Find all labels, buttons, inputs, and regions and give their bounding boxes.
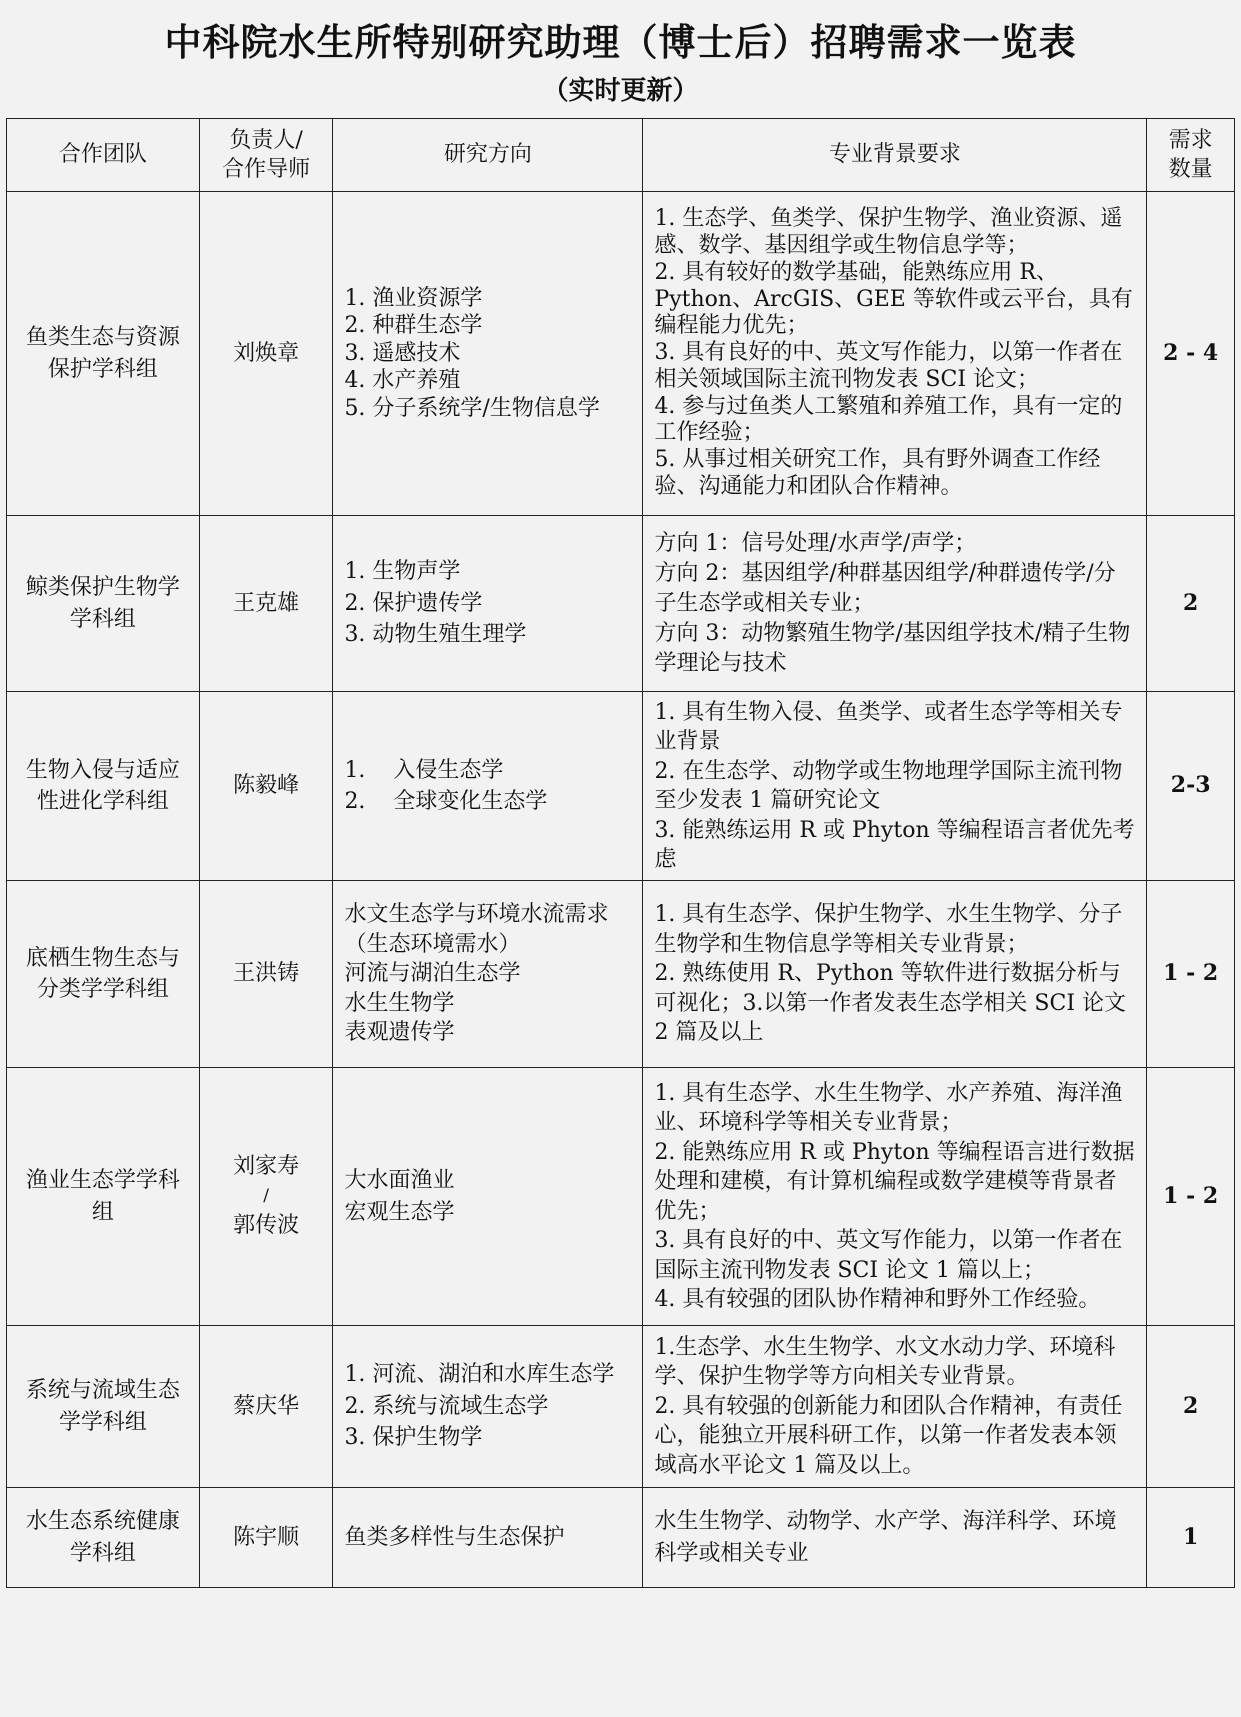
count-cell: 2 [1147, 516, 1235, 692]
direction-item: 1. 河流、湖泊和水库生态学 [344, 1362, 615, 1388]
count-cell: 1 [1147, 1488, 1235, 1588]
direction-cell [333, 1488, 643, 1588]
requirements-cell [643, 692, 1147, 881]
requirement-item: 1. 具有生态学、水生生物学、水产养殖、海洋渔业、环境科学等相关专业背景； [654, 1080, 1123, 1135]
direction-item: 5. 分子系统学/生物信息学 [344, 395, 600, 421]
team-cell: 渔业生态学学科组 [7, 1068, 200, 1326]
direction-item: 表观遗传学 [344, 1020, 455, 1046]
requirement-item: 3. 能熟练运用 R 或 Phyton 等编程语言者优先考虑 [654, 817, 1135, 872]
direction-item: 水文生态学与环境水流需求（生态环境需水） [344, 902, 609, 957]
lead-cell: 刘焕章 [199, 192, 333, 516]
requirement-item: 2. 具有较强的创新能力和团队合作精神，有责任心，能独立开展科研工作，以第一作者发表本领域高水平论文 1 篇及以上。 [654, 1393, 1123, 1478]
table-row [7, 1326, 1235, 1488]
team-cell: 鱼类生态与资源保护学科组 [7, 192, 200, 516]
lead-cell: 王克雄 [199, 516, 333, 692]
page-subtitle: （实时更新） [542, 76, 699, 106]
table-header-row [7, 119, 1235, 192]
direction-item: 河流与湖泊生态学 [344, 961, 521, 987]
requirement-item: 1. 生态学、鱼类学、保护生物学、渔业资源、遥感、数学、基因组学或生物信息学等； [654, 206, 1123, 258]
direction-item: 水生生物学 [344, 990, 455, 1016]
page-title: 中科院水生所特别研究助理（博士后）招聘需求一览表 [164, 20, 1077, 64]
lead-cell: 陈毅峰 [199, 692, 333, 881]
requirement-item: 1. 具有生物入侵、鱼类学、或者生态学等相关专业背景 [654, 699, 1123, 754]
requirement-item: 4. 具有较强的团队协作精神和野外工作经验。 [654, 1287, 1101, 1312]
requirement-item: 3. 具有良好的中、英文写作能力，以第一作者在国际主流刊物发表 SCI 论文 1 篇以上； [654, 1228, 1123, 1283]
direction-cell [333, 516, 643, 692]
requirement-item: 2. 熟练使用 R、Python 等软件进行数据分析与可视化；3.以第一作者发表生态学相关 SCI 论文 2 篇及以上 [654, 961, 1127, 1046]
direction-item: 1. 渔业资源学 [344, 285, 483, 311]
header-requirements: 专业背景要求 [643, 119, 1147, 192]
lead-separator: / [263, 1185, 269, 1206]
header-count: 需求数量 [1147, 119, 1235, 192]
table-row [7, 1068, 1235, 1326]
table-row [7, 192, 1235, 516]
header-lead: 负责人/合作导师 [199, 119, 333, 192]
direction-item: 鱼类多样性与生态保护 [344, 1524, 565, 1550]
direction-item: 1. 生物声学 [344, 559, 461, 585]
team-cell: 底栖生物生态与分类学学科组 [7, 881, 200, 1068]
requirements-cell [643, 192, 1147, 516]
requirement-item: 水生生物学、动物学、水产学、海洋科学、环境科学或相关专业 [654, 1509, 1117, 1566]
header-direction: 研究方向 [333, 119, 643, 192]
requirement-item: 5. 从事过相关研究工作，具有野外调查工作经验、沟通能力和团队合作精神。 [654, 447, 1101, 500]
count-cell: 2 - 4 [1147, 192, 1235, 516]
direction-cell [333, 1068, 643, 1326]
header-team: 合作团队 [7, 119, 200, 192]
requirements-cell [643, 881, 1147, 1068]
requirement-item: 方向 2：基因组学/种群基因组学/种群遗传学/分子生态学或相关专业； [654, 560, 1116, 616]
direction-item: 2. 保护遗传学 [344, 590, 483, 616]
count-cell: 2 [1147, 1326, 1235, 1488]
requirements-cell [643, 1068, 1147, 1326]
lead-name: 刘家寿 [233, 1154, 300, 1180]
direction-item: 4. 水产养殖 [344, 368, 461, 394]
direction-cell [333, 1326, 643, 1488]
requirements-cell [643, 516, 1147, 692]
requirement-item: 方向 3：动物繁殖生物学/基因组学技术/精子生物学理论与技术 [654, 620, 1131, 676]
lead-cell: 陈宇顺 [199, 1488, 333, 1588]
table-row [7, 692, 1235, 881]
direction-item: 2. 系统与流域生态学 [344, 1393, 549, 1419]
table-row [7, 516, 1235, 692]
team-cell: 系统与流域生态学学科组 [7, 1326, 200, 1488]
direction-item: 3. 遥感技术 [344, 340, 461, 366]
direction-item: 2. 全球变化生态学 [344, 789, 548, 814]
requirement-item: 方向 1：信号处理/水声学/声学； [654, 530, 977, 556]
table-row [7, 1488, 1235, 1588]
requirement-item: 2. 在生态学、动物学或生物地理学国际主流刊物至少发表 1 篇研究论文 [654, 758, 1123, 813]
direction-item: 宏观生态学 [344, 1199, 455, 1225]
lead-cell [199, 1068, 333, 1326]
requirements-cell [643, 1488, 1147, 1588]
lead-cell: 王洪铸 [199, 881, 333, 1068]
count-cell: 1 - 2 [1147, 1068, 1235, 1326]
requirements-cell [643, 1326, 1147, 1488]
requirement-item: 2. 具有较好的数学基础，能熟练应用 R、Python、ArcGIS、GEE 等软件或云平台，具有编程能力优先； [654, 259, 1133, 339]
direction-item: 3. 动物生殖生理学 [344, 622, 527, 648]
direction-cell [333, 692, 643, 881]
direction-item: 1. 入侵生态学 [344, 757, 504, 783]
table-row [7, 881, 1235, 1068]
team-cell: 水生态系统健康学科组 [7, 1488, 200, 1588]
team-cell: 鲸类保护生物学学科组 [7, 516, 200, 692]
direction-cell [333, 881, 643, 1068]
direction-item: 3. 保护生物学 [344, 1425, 483, 1451]
requirement-item: 4. 参与过鱼类人工繁殖和养殖工作，具有一定的工作经验； [654, 393, 1123, 446]
recruitment-table [6, 118, 1235, 1588]
count-cell: 2-3 [1147, 692, 1235, 881]
requirement-item: 1.生态学、水生生物学、水文水动力学、环境科学、保护生物学等方向相关专业背景。 [654, 1334, 1116, 1390]
lead-name: 郭传波 [233, 1213, 300, 1239]
lead-cell: 蔡庆华 [199, 1326, 333, 1488]
direction-item: 大水面渔业 [344, 1168, 455, 1193]
direction-cell [333, 192, 643, 516]
requirement-item: 2. 能熟练应用 R 或 Phyton 等编程语言进行数据处理和建模，有计算机编程或数学建模等背景者优先； [654, 1139, 1135, 1224]
requirement-item: 1. 具有生态学、保护生物学、水生生物学、分子生物学和生物信息学等相关专业背景； [654, 902, 1123, 957]
requirement-item: 3. 具有良好的中、英文写作能力，以第一作者在相关领域国际主流刊物发表 SCI 论文； [654, 340, 1123, 392]
direction-item: 2. 种群生态学 [344, 313, 483, 339]
team-cell: 生物入侵与适应性进化学科组 [7, 692, 200, 881]
count-cell: 1 - 2 [1147, 881, 1235, 1068]
